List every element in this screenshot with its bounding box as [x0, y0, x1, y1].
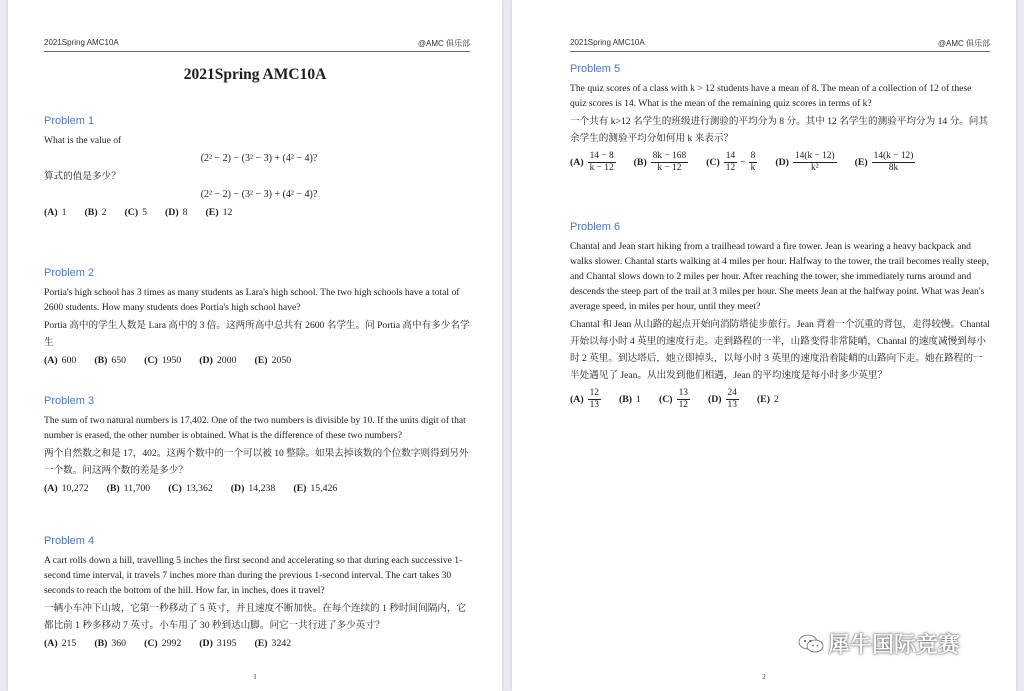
problem-5-question: The quiz scores of a class with k > 12 students have a mean of 8. The mean of a collection of 12 of these quiz scores is 14. What is the mean of the remaining quiz scores in terms of k?	[570, 83, 972, 109]
choice-a: (A) 1	[44, 207, 67, 218]
choice-c: (C) 1950	[144, 355, 182, 366]
problem-2-title: Problem 2	[44, 267, 95, 279]
choice-e: (E) 2050	[254, 355, 292, 366]
choice-a: (A) 10,272	[44, 483, 89, 494]
choice-a: (A) 600	[44, 355, 77, 366]
page-header	[570, 38, 990, 52]
choice-e: (E) $\frac{14(k - 12)}{8k}$	[854, 151, 914, 173]
problem-2	[44, 266, 474, 368]
header-left: 2021Spring AMC10A	[570, 38, 645, 47]
problem-3-question: The sum of two natural numbers is 17,402. One of the two numbers is divisible by 10. If the units digit of that number is erased, the other number is obtained. What is the difference of these two numbers?	[44, 415, 466, 441]
problem-1-chinese: 算式的值是多少？	[44, 171, 121, 182]
watermark-text: 犀牛国际竞赛	[828, 633, 961, 658]
choice-d: (D) 8	[165, 207, 188, 218]
problem-4-title: Problem 4	[44, 535, 95, 547]
problem-1-title: Problem 1	[44, 115, 95, 127]
problem-3-chinese: 两个自然数之和是 17，402。这两个数中的一个可以被 10 整除。如果去掉该数的个位数字则得到另外一个数。问这两个数的差是多少？	[44, 448, 469, 476]
header-right: @AMC 俱乐部	[937, 39, 990, 48]
problem-4-chinese: 一辆小车冲下山坡，它第一秒移动了 5 英寸，并且速度不断加快。在每个连续的 1 秒时间间隔内，它都比前 1 秒多移动 7 英寸。小车用了 30 秒到达山脚。问它一共行进了多少英寸？	[44, 603, 467, 631]
problem-3-choices	[44, 481, 474, 496]
wechat-icon	[798, 634, 822, 654]
choice-d: (D) 14,238	[230, 483, 276, 494]
document-page-1	[8, 0, 502, 691]
choice-d: (D) 3195	[199, 638, 237, 649]
choice-b: (B) 360	[94, 638, 127, 649]
choice-d: (D) $\frac{24}{13}$	[707, 388, 737, 410]
document-page-2	[512, 0, 1016, 691]
page-title: 2021Spring AMC10A	[183, 66, 327, 83]
choice-a: (A) 215	[44, 638, 77, 649]
watermark	[798, 628, 960, 659]
choice-c: (C) $\frac{14}{12}$ − $\frac{8}{k}$	[706, 151, 756, 173]
choice-e: (E) 2	[756, 394, 779, 405]
problem-5	[570, 62, 990, 174]
choice-b: (B) 1	[618, 394, 641, 405]
problem-2-chinese: Portia 高中的学生人数是 Lara 高中的 3 倍。这两所高中总共有 2600 名学生。问 Portia 高中有多少名学生	[44, 320, 470, 348]
problem-6-chinese: Chantal 和 Jean 从山路的起点开始向消防塔徒步旅行。Jean 背着一个沉重的背包，走得较慢。Chantal 开始以每小时 4 英里的速度行走。走到路程的一半，山路变得非常陡峭，Chantal 的速度减慢到每小时 2 英里。到达塔后，她立即掉头，以每小时 3 英里的速度沿着陡峭的山路向下走。她在路程的一半处遇见了 Jean。从出发到他们相遇，Jean 的平均速度是每小时多少英里？	[570, 319, 990, 381]
page-number: 1	[253, 673, 257, 681]
choice-e: (E) 3242	[254, 638, 292, 649]
choice-e: (E) 12	[205, 207, 233, 218]
problem-3-title: Problem 3	[44, 395, 95, 407]
problem-4-choices	[44, 636, 474, 651]
problem-4	[44, 534, 474, 651]
problem-1-expression-2: (2² − 2) − (3² − 3) + (4² − 4)?	[200, 189, 318, 200]
problem-2-choices	[44, 353, 474, 368]
problem-1-question: What is the value of	[44, 135, 122, 146]
problem-6	[570, 220, 990, 411]
choice-c: (C) 13,362	[168, 483, 213, 494]
problem-2-question: Portia's high school has 3 times as many students as Lara's high school. The two high schools have a total of 2600 students. How many students does Portia's high school have?	[44, 287, 460, 313]
problem-6-choices	[570, 388, 990, 411]
choice-b: (B) 2	[84, 207, 107, 218]
problem-4-question: A cart rolls down a hill, travelling 5 inches the first second and accelerating so that during each successive 1-second time interval, it travels 7 inches more than during the previous 1-second interval. The cart takes 30 seconds to reach the bottom of the hill. How far, in inches, does it travel?	[44, 555, 463, 596]
choice-c: (C) 2992	[144, 638, 182, 649]
page-number: 2	[762, 673, 766, 681]
problem-6-title: Problem 6	[570, 221, 621, 233]
problem-1-expression: (2² − 2) − (3² − 3) + (4² − 4)?	[200, 153, 318, 164]
header-left: 2021Spring AMC10A	[44, 38, 119, 47]
choice-e: (E) 15,426	[293, 483, 338, 494]
page-header	[44, 38, 470, 52]
choice-a: (A) $\frac{12}{13}$	[570, 388, 599, 410]
choice-a: (A) $\frac{14 - 8}{k - 12}$	[570, 151, 614, 173]
problem-5-choices	[570, 151, 990, 174]
problem-6-question: Chantal and Jean start hiking from a trailhead toward a fire tower. Jean is wearing a heavy backpack and walks slower. Chantal starts walking at 4 miles per hour. Halfway to the tower, the trail becomes really steep, and Chantal slows down to 2 miles per hour. After reaching the tower, she immediately turns around and descends the steep part of the trail at 3 miles per hour. She meets Jean at the halfway point. What was Jean's average speed, in miles per hour, until they meet?	[570, 241, 989, 312]
choice-b: (B) 650	[94, 355, 127, 366]
problem-5-title: Problem 5	[570, 63, 621, 75]
choice-d: (D) $\frac{14(k - 12)}{\text{k²}}$	[775, 151, 835, 173]
choice-b: (B) 11,700	[106, 483, 151, 494]
choice-b: (B) $\frac{8k - 168}{k - 12}$	[633, 151, 687, 173]
problem-5-chinese: 一个共有 k>12 名学生的班级进行测验的平均分为 8 分。其中 12 名学生的测验平均分为 14 分。问其余学生的测验平均分如何用 k 来表示？	[570, 116, 988, 144]
choice-d: (D) 2000	[199, 355, 237, 366]
problem-1	[44, 114, 474, 220]
problem-1-choices	[44, 205, 474, 220]
choice-c: (C) $\frac{13}{12}$	[658, 388, 688, 410]
problem-3	[44, 394, 474, 496]
header-right: @AMC 俱乐部	[417, 39, 470, 48]
choice-c: (C) 5	[124, 207, 147, 218]
